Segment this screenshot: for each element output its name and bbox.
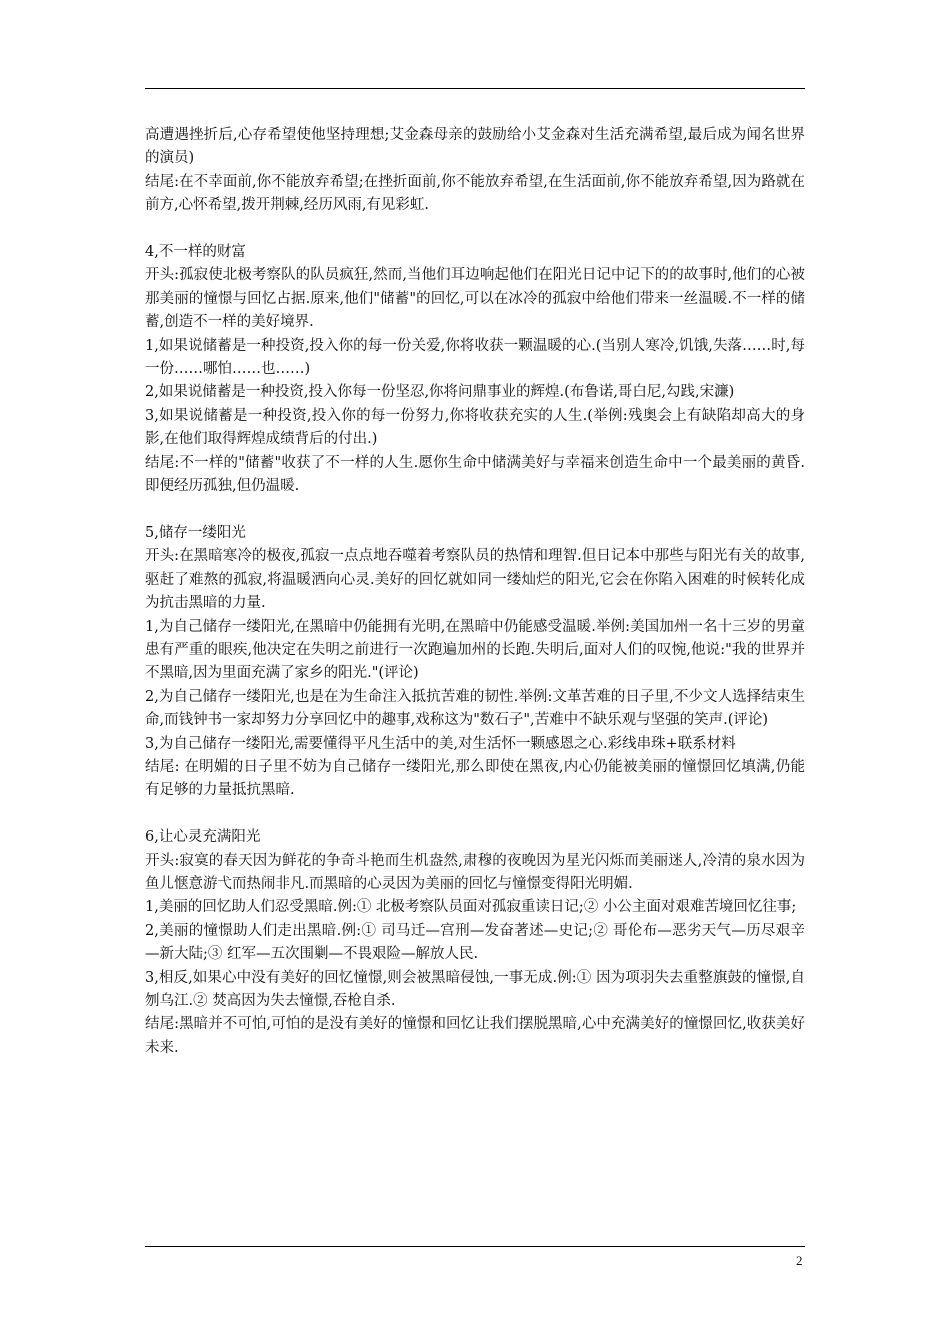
- paragraph: 开头:寂寞的春天因为鲜花的争奇斗艳而生机盎然,肃穆的夜晚因为星光闪烁而美丽迷人,冷清的泉水因为鱼儿惬意游弋而热闹非凡.而黑暗的心灵因为美丽的回忆与憧憬变得阳光明媚.: [145, 852, 805, 892]
- paragraph: 1,如果说储蓄是一种投资,投入你的每一份关爱,你将收获一颗温暖的心.(当别人寒冷,饥饿,失落……时,每一份……哪怕……也……): [145, 337, 805, 378]
- paragraph: 2,如果说储蓄是一种投资,投入你每一份坚忍,你将问鼎事业的辉煌.(布鲁诺,哥白尼,勾践,宋濂): [145, 384, 735, 401]
- section-heading: 5,储存一缕阳光: [145, 524, 246, 541]
- paragraph-gap: [145, 218, 805, 241]
- paragraph: 高遭遇挫折后,心存希望使他坚持理想;艾金森母亲的鼓励给小艾金森对生活充满希望,最后成为闻名世界的演员): [145, 127, 805, 167]
- paragraph-gap: [145, 803, 805, 826]
- paragraph: 结尾:黑暗并不可怕,可怕的是没有美好的憧憬和回忆让我们摆脱黑暗,心中充满美好的憧憬回忆,收获美好未来.: [145, 1016, 805, 1056]
- paragraph: 3,如果说储蓄是一种投资,投入你的每一份努力,你将收获充实的人生.(举例:残奥会上有缺陷却高大的身影,在他们取得辉煌成绩背后的付出.): [145, 407, 805, 448]
- paragraph: 3,为自己储存一缕阳光,需要懂得平凡生活中的美,对生活怀一颗感恩之心.彩线串珠+联系材料: [145, 735, 736, 752]
- paragraph: 结尾:在不幸面前,你不能放弃希望;在挫折面前,你不能放弃希望,在生活面前,你不能放弃希望,因为路就在前方,心怀希望,拨开荆棘,经历风雨,有见彩虹.: [145, 173, 805, 214]
- paragraph-gap: [145, 498, 805, 521]
- paragraph: 2,为自己储存一缕阳光,也是在为生命注入抵抗苦难的韧性.举例:文革苦难的日子里,不少文人选择结束生命,而钱钟书一家却努力分享回忆中的趣事,戏称这为"数石子",苦难中不缺乐观与坚强的笑声.(评论): [145, 688, 805, 729]
- paragraph: 1,为自己储存一缕阳光,在黑暗中仍能拥有光明,在黑暗中仍能感受温暖.举例:美国加州一名十三岁的男童患有严重的眼疾,他决定在失明之前进行一次跑遍加州的长跑.失明后,面对人们的叹惋,他说:"我的世界并不黑暗,因为里面充满了家乡的阳光."(评论): [145, 618, 805, 682]
- header-rule: [145, 88, 805, 89]
- section-heading: 6,让心灵充满阳光: [145, 829, 261, 846]
- paragraph: 2,美丽的憧憬助人们走出黑暗.例:① 司马迁—宫刑—发奋著述—史记;② 哥伦布—恶劣天气—历尽艰辛—新大陆;③ 红军—五次围剿—不畏艰险—解放人民.: [145, 922, 805, 963]
- document-body: [145, 124, 805, 1060]
- paragraph: 1,美丽的回忆助人们忍受黑暗.例:① 北极考察队员面对孤寂重读日记;② 小公主面对艰难苦境回忆往事;: [145, 899, 797, 916]
- paragraph: 结尾:不一样的"储蓄"收获了不一样的人生.愿你生命中储满美好与幸福来创造生命中一个最美丽的黄昏.即便经历孤独,但仍温暖.: [145, 454, 805, 495]
- paragraph: 开头:在黑暗寒冷的极夜,孤寂一点点地吞噬着考察队员的热情和理智.但日记本中那些与阳光有关的故事,驱赶了难熬的孤寂,将温暖洒向心灵.美好的回忆就如同一缕灿烂的阳光,它会在你陷入困难的时候转化成为抗击黑暗的力量.: [145, 548, 805, 612]
- paragraph: 结尾: 在明媚的日子里不妨为自己储存一缕阳光,那么即使在黑夜,内心仍能被美丽的憧憬回忆填满,仍能有足够的力量抵抗黑暗.: [145, 758, 805, 799]
- paragraph: 开头:孤寂使北极考察队的队员疯狂,然而,当他们耳边响起他们在阳光日记中记下的的故事时,他们的心被那美丽的憧憬与回忆占据.原来,他们"储蓄"的回忆,可以在冰冷的孤寂中给他们带来一丝温暖.不一样的储蓄,创造不一样的美好境界.: [145, 267, 805, 331]
- footer-rule: [145, 1246, 805, 1247]
- section-heading: 4,不一样的财富: [145, 244, 246, 261]
- paragraph: 3,相反,如果心中没有美好的回忆憧憬,则会被黑暗侵蚀,一事无成.例:① 因为项羽失去重整旗鼓的憧憬,自刎乌江.② 焚高因为失去憧憬,吞枪自杀.: [145, 969, 805, 1009]
- page-number: 2: [796, 1253, 803, 1268]
